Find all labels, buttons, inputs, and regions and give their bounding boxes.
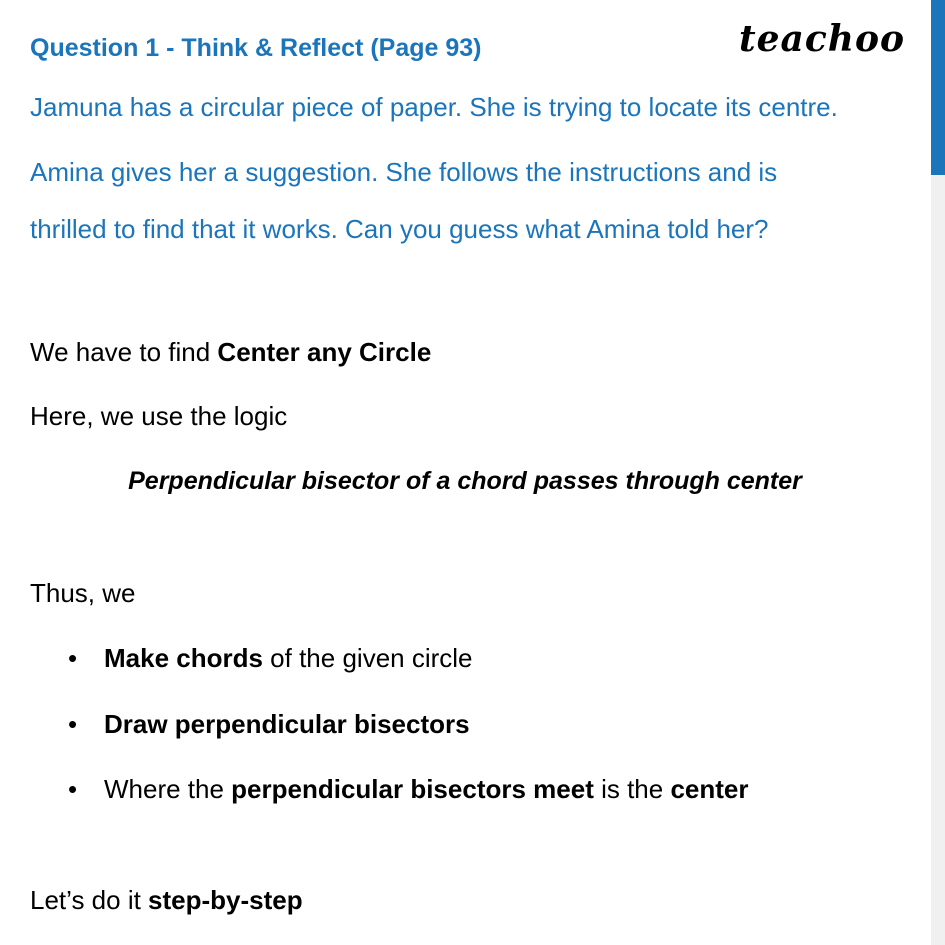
teachoo-logo: teachoo [739, 18, 905, 60]
goal-line [30, 337, 431, 368]
logic-statement: Perpendicular bisector of a chord passes through center [128, 467, 802, 495]
bullet-3-bold2: center [670, 774, 749, 804]
bullet-3-pre: Where the [104, 774, 232, 804]
question-line-1: Jamuna has a circular piece of paper. She is trying to locate its centre. [30, 92, 838, 122]
thus-line: Thus, we [30, 578, 136, 608]
bullet-item-3 [104, 774, 749, 805]
logic-intro: Here, we use the logic [30, 401, 288, 431]
final-prefix: Let’s do it [30, 885, 149, 915]
final-bold: step-by-step [148, 885, 303, 915]
question-line-2: Amina gives her a suggestion. She follows the instructions and is [30, 157, 778, 187]
scrollbar-thumb[interactable] [931, 0, 945, 175]
question-title: Question 1 - Think & Reflect (Page 93) [30, 34, 482, 62]
scrollbar-track[interactable] [931, 0, 945, 945]
bullet-marker: • [68, 709, 78, 739]
bullet-1-rest: of the given circle [262, 643, 473, 673]
final-line [30, 885, 303, 916]
goal-bold: Center any Circle [217, 337, 432, 367]
bullet-3-bold: perpendicular bisectors meet [231, 774, 594, 804]
bullet-marker: • [68, 643, 78, 673]
bullet-marker: • [68, 774, 78, 804]
question-line-3: thrilled to find that it works. Can you guess what Amina told her? [30, 214, 769, 244]
bullet-item-1 [104, 643, 473, 674]
bullet-3-mid: is the [593, 774, 671, 804]
bullet-2-bold: Draw perpendicular bisectors [104, 709, 470, 739]
bullet-1-bold: Make chords [104, 643, 263, 673]
bullet-item-2 [104, 709, 470, 740]
goal-prefix: We have to find [30, 337, 218, 367]
